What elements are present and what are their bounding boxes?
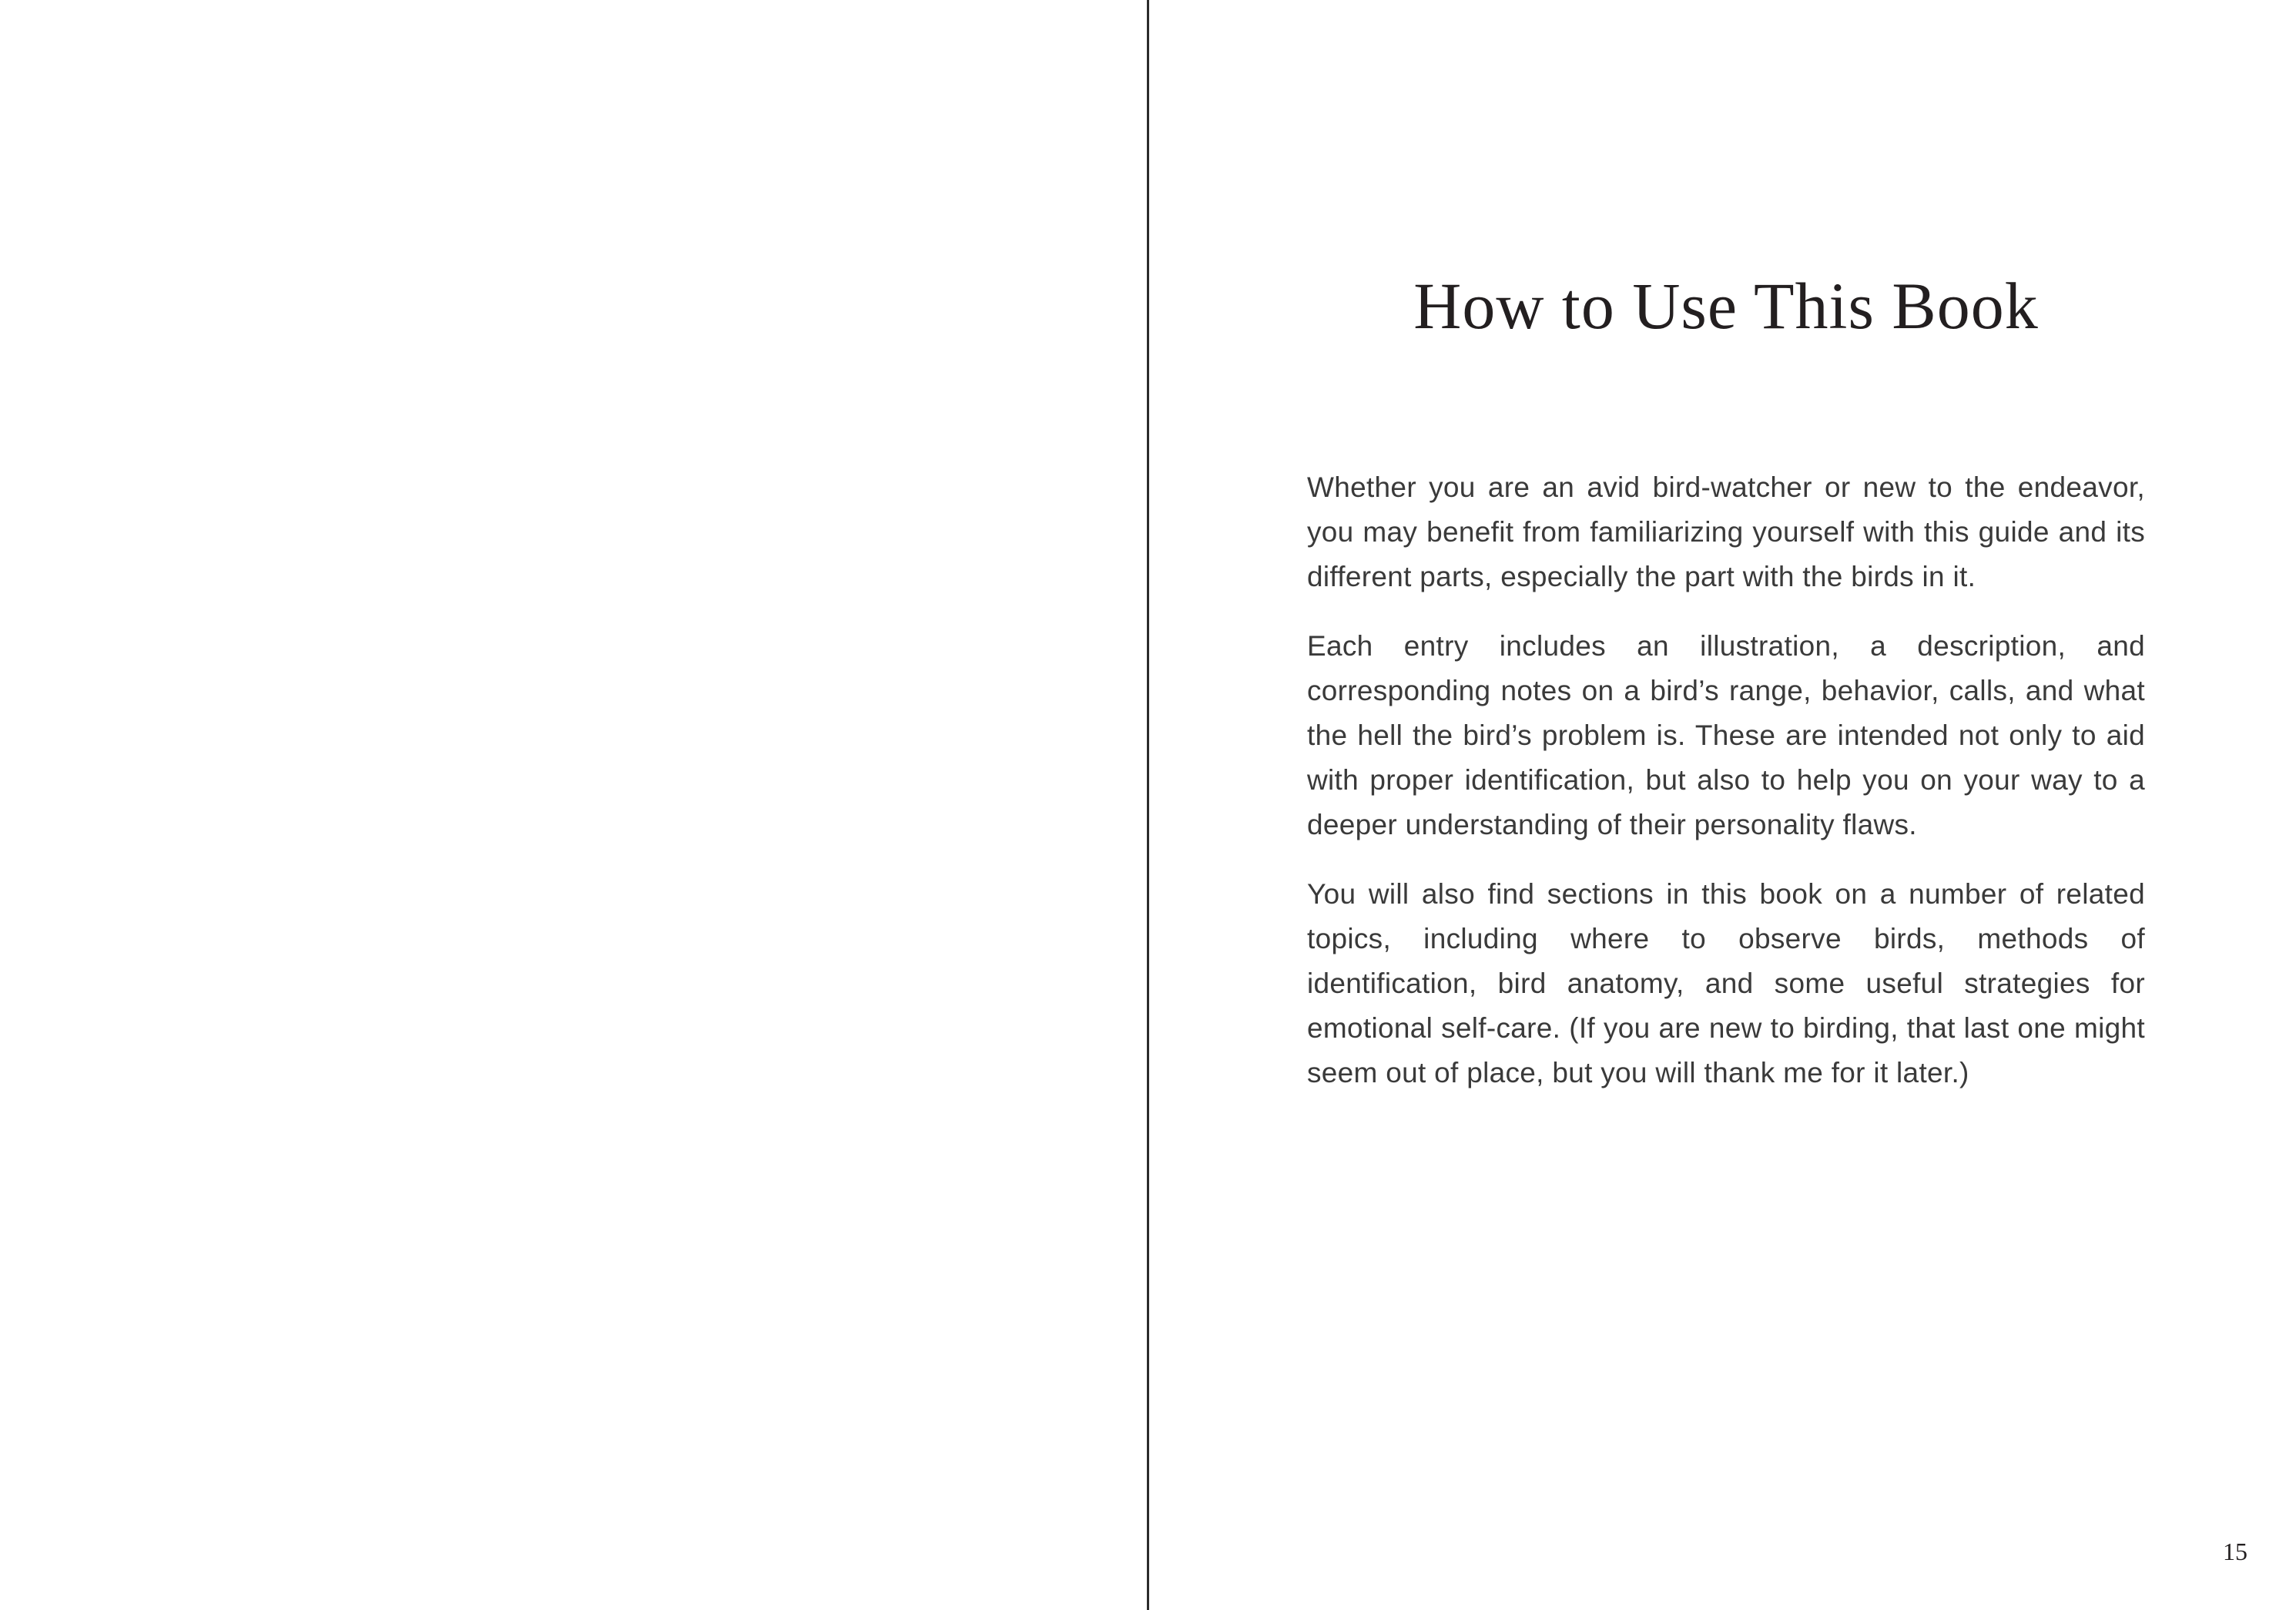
chapter-content (1307, 269, 2145, 1095)
body-paragraph: You will also find sections in this book on a number of related topics, including where to observe birds, methods of identification, bird anatomy, and some useful strategies for emotional self-care. (If you are new to birding, that last one might seem out of place, but you will thank me for it later.) (1307, 878, 2145, 1088)
chapter-title: How to Use This Book (1413, 269, 2039, 343)
body-paragraph: Each entry includes an illustration, a description, and corresponding notes on a bird’s range, behavior, calls, and what the hell the bird’s problem is. These are intended not only to aid with proper identification, but also to help you on your way to a deeper understanding of their personality flaws. (1307, 630, 2145, 840)
body-paragraph: Whether you are an avid bird-watcher or new to the endeavor, you may benefit from familiarizing yourself with this guide and its different parts, especially the part with the birds in it. (1307, 471, 2145, 592)
left-page-blank (0, 0, 1147, 1610)
right-page (1149, 0, 2296, 1610)
body-text-block (1307, 465, 2145, 1095)
page-number: 15 (2223, 1538, 2247, 1565)
